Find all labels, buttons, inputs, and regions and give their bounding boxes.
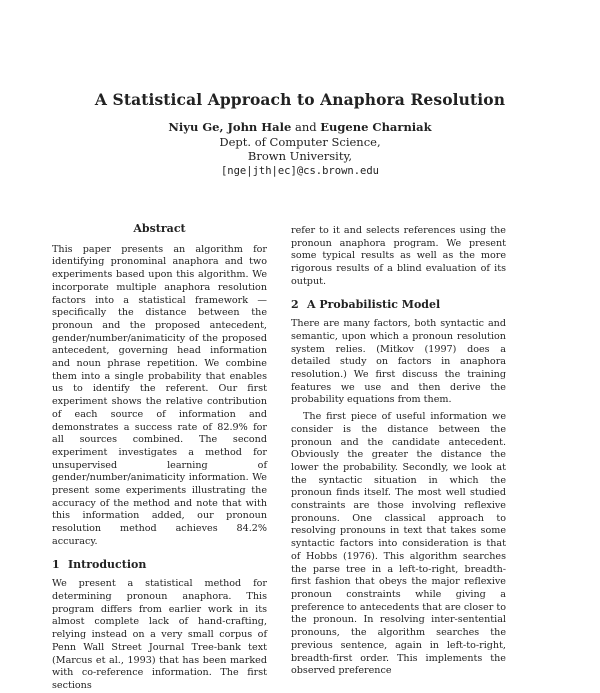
left-column [52, 220, 267, 693]
author-names [0, 120, 600, 135]
section-1-number: 1 [52, 557, 60, 571]
section-1-heading [52, 559, 267, 572]
section-2-number: 2 [291, 297, 299, 311]
author-connector: and [294, 120, 317, 134]
author-email: [nge|jth|ec]@cs.brown.edu [220, 164, 380, 177]
abstract-text: This paper presents an algorithm for identifying pronominal anaphora and two experiments based upon this algorithm. We incorporate multiple anaphora resolution factors into a statistical framework — specifically the distance between the pronoun and the proposed antecedent, gender/number/animaticity of the proposed antecedent, governing head information and noun phrase repetition. We combine them into a single probability that enables us to identify the referent. Our first experiment shows the relative contribution of each source of information and demonstrates a success rate of 82.9% for all sources combined. The second experiment investigates a method for unsupervised learning of gender/number/animaticity information. We present some experiments illustrating the accuracy of the method and note that with this information added, our pronoun resolution method achieves 84.2% accuracy. [52, 243, 267, 547]
section-2-title: A Probabilistic Model [307, 297, 441, 311]
author-names-last: Eugene Charniak [320, 120, 432, 134]
introduction-continuation: refer to it and selects references using the pronoun anaphora program. We present some typical results as well as the more rigorous results of a blind evaluation of its output. [291, 225, 506, 287]
abstract-heading: Abstract [133, 222, 186, 235]
section-1-title: Introduction [68, 557, 147, 571]
section-2-heading [291, 299, 506, 312]
section-1-text: We present a statistical method for determining pronoun anaphora. This program differs from earlier work in its almost complete lack of hand-crafting, relying instead on a very small corpus of Penn Wall Street Journal Tree-bank text (Marcus et al., 1993) that has been marked with co-reference information. The first sections [52, 578, 267, 691]
affiliation-university: Brown University, [247, 149, 353, 163]
author-names-first: Niyu Ge, John Hale [168, 120, 292, 134]
author-block [0, 120, 600, 178]
section-2-paragraph-2: The first piece of useful information we consider is the distance between the pronoun and the candidate antecedent. Obviously the greater the distance the lower the probability. Secondly, we look at the syntactic situation in which the pronoun finds itself. The most well studied constraints are those involving reflexive pronouns. One classical approach to resolving pronouns in text that takes some syntactic factors into consideration is that of Hobbs (1976). This algorithm searches the parse tree in a left-to-right, breadth-first fashion that obeys the major reflexive pronoun constraints while giving a preference to antecedents that are closer to the pronoun. In resolving inter-sentential pronouns, the algorithm searches the previous sentence, again in left-to-right, breadth-first order. This implements the observed preference [291, 411, 506, 677]
section-2-paragraph-1: There are many factors, both syntactic and semantic, upon which a pronoun resolution system relies. (Mitkov (1997) does a detailed study on factors in anaphora resolution.) We first discuss the training features we use and then derive the probability equations from them. [291, 318, 506, 406]
paper-title: A Statistical Approach to Anaphora Resolution [94, 90, 506, 109]
right-column [291, 225, 506, 678]
affiliation-department: Dept. of Computer Science, [219, 134, 381, 149]
